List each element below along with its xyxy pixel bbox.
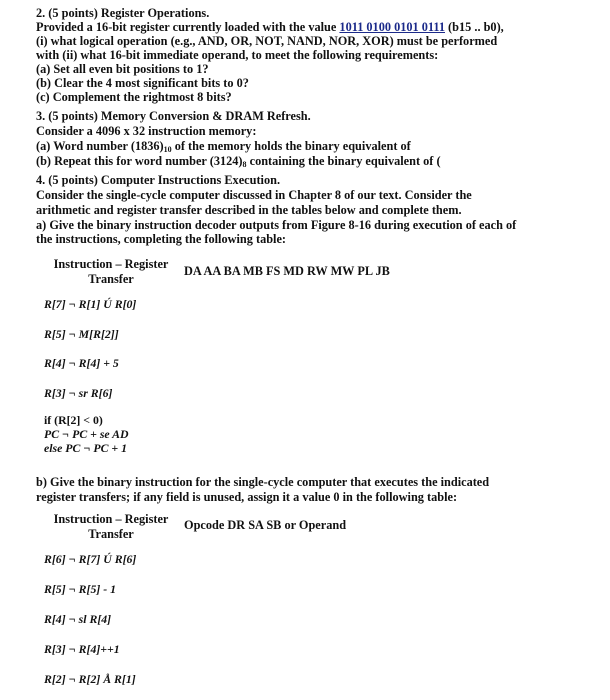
- table-a-if-line-3-text: else PC ¬ PC + 1: [44, 441, 128, 455]
- table-b-header-line-1: Instruction – Register: [53, 512, 169, 526]
- q4-title: 4. (5 points) Computer Instructions Execution.: [36, 173, 281, 187]
- q2-item-b: (b) Clear the 4 most significant bits to 0?: [36, 76, 249, 90]
- table-a-header-line-2: Transfer: [88, 272, 134, 286]
- table-b-row-3-text: R[4] ¬ sl R[4]: [44, 612, 112, 626]
- table-b-columns: Opcode DR SA SB or Operand: [184, 518, 347, 532]
- table-a-columns: DA AA BA MB FS MD RW MW PL JB: [184, 264, 390, 278]
- q3-item-b-pre: (b) Repeat this for word number (3124): [36, 154, 243, 168]
- q3-item-b-post: containing the binary equivalent of (: [246, 154, 441, 168]
- table-b-row-2-text: R[5] ¬ R[5] - 1: [44, 582, 117, 596]
- q2-line-1: [36, 20, 504, 35]
- part-b-line-1: b) Give the binary instruction for the single-cycle computer that executes the indicated: [36, 475, 490, 489]
- q2-item-c: (c) Complement the rightmost 8 bits?: [36, 90, 232, 104]
- table-a-header: [52, 257, 170, 287]
- table-b-row-1-text: R[6] ¬ R[7] Ú R[6]: [44, 552, 137, 566]
- table-a-header-line-1: Instruction – Register: [53, 257, 169, 271]
- part-b-line-2: register transfers; if any field is unused, assign it a value 0 in the following table:: [36, 490, 458, 504]
- table-a-if-line-2-text: PC ¬ PC + se AD: [44, 427, 129, 441]
- table-a-row-2-text: R[5] ¬ M[R[2]]: [44, 327, 119, 341]
- table-a-if-line-2: [44, 427, 129, 441]
- q2-item-a: (a) Set all even bit positions to 1?: [36, 62, 209, 76]
- table-b-row: [44, 552, 136, 566]
- table-b-header-line-2: Transfer: [88, 527, 134, 541]
- table-b-row-5-text: R[2] ¬ R[2] Å R[1]: [44, 672, 136, 686]
- table-a-row-4-text: R[3] ¬ sr R[6]: [44, 386, 113, 400]
- q4-line-4: the instructions, completing the following table:: [36, 232, 287, 246]
- q2-line-1-post: (b15 .. b0),: [444, 20, 504, 34]
- table-a-row-1-text: R[7] ¬ R[1] Ú R[0]: [44, 297, 137, 311]
- table-b-header: [52, 512, 170, 542]
- table-a-row: [44, 356, 119, 370]
- q4-line-1: Consider the single-cycle computer discussed in Chapter 8 of our text. Consider the: [36, 188, 472, 202]
- table-a-if-line-3: [44, 441, 127, 455]
- table-a-row: [44, 386, 112, 400]
- q3-item-a-pre: (a) Word number (1836): [36, 139, 164, 153]
- q2-line-3: with (ii) what 16-bit immediate operand, to meet the following requirements:: [36, 48, 439, 62]
- q4-line-2: arithmetic and register transfer described in the tables below and complete them.: [36, 203, 462, 217]
- q2-line-2: (i) what logical operation (e.g., AND, OR, NOT, NAND, NOR, XOR) must be performed: [36, 34, 498, 48]
- table-b-row: [44, 612, 111, 626]
- q3-item-b-subscript: 8: [242, 160, 247, 169]
- q2-line-1-pre: Provided a 16-bit register currently loaded with the value: [36, 20, 340, 34]
- q2-register-value: 1011 0100 0101 0111: [339, 20, 445, 34]
- q3-line-1: Consider a 4096 x 32 instruction memory:: [36, 124, 257, 138]
- q2-title: 2. (5 points) Register Operations.: [36, 6, 210, 20]
- table-b-row-4-text: R[3] ¬ R[4]++1: [44, 642, 120, 656]
- table-b-row: [44, 582, 116, 596]
- q3-title: 3. (5 points) Memory Conversion & DRAM Refresh.: [36, 109, 311, 123]
- table-b-row: [44, 672, 136, 686]
- q3-item-a-post: of the memory holds the binary equivalent of: [171, 139, 411, 153]
- table-a-row: [44, 297, 136, 311]
- q4-line-3: a) Give the binary instruction decoder outputs from Figure 8-16 during execution of each of: [36, 218, 517, 232]
- table-a-if-line-1: if (R[2] < 0): [44, 413, 103, 427]
- q3-item-b: [36, 154, 441, 172]
- table-a-row-3-text: R[4] ¬ R[4] + 5: [44, 356, 119, 370]
- table-b-row: [44, 642, 120, 656]
- q3-item-a-subscript: 10: [163, 145, 172, 154]
- table-a-row: [44, 327, 119, 341]
